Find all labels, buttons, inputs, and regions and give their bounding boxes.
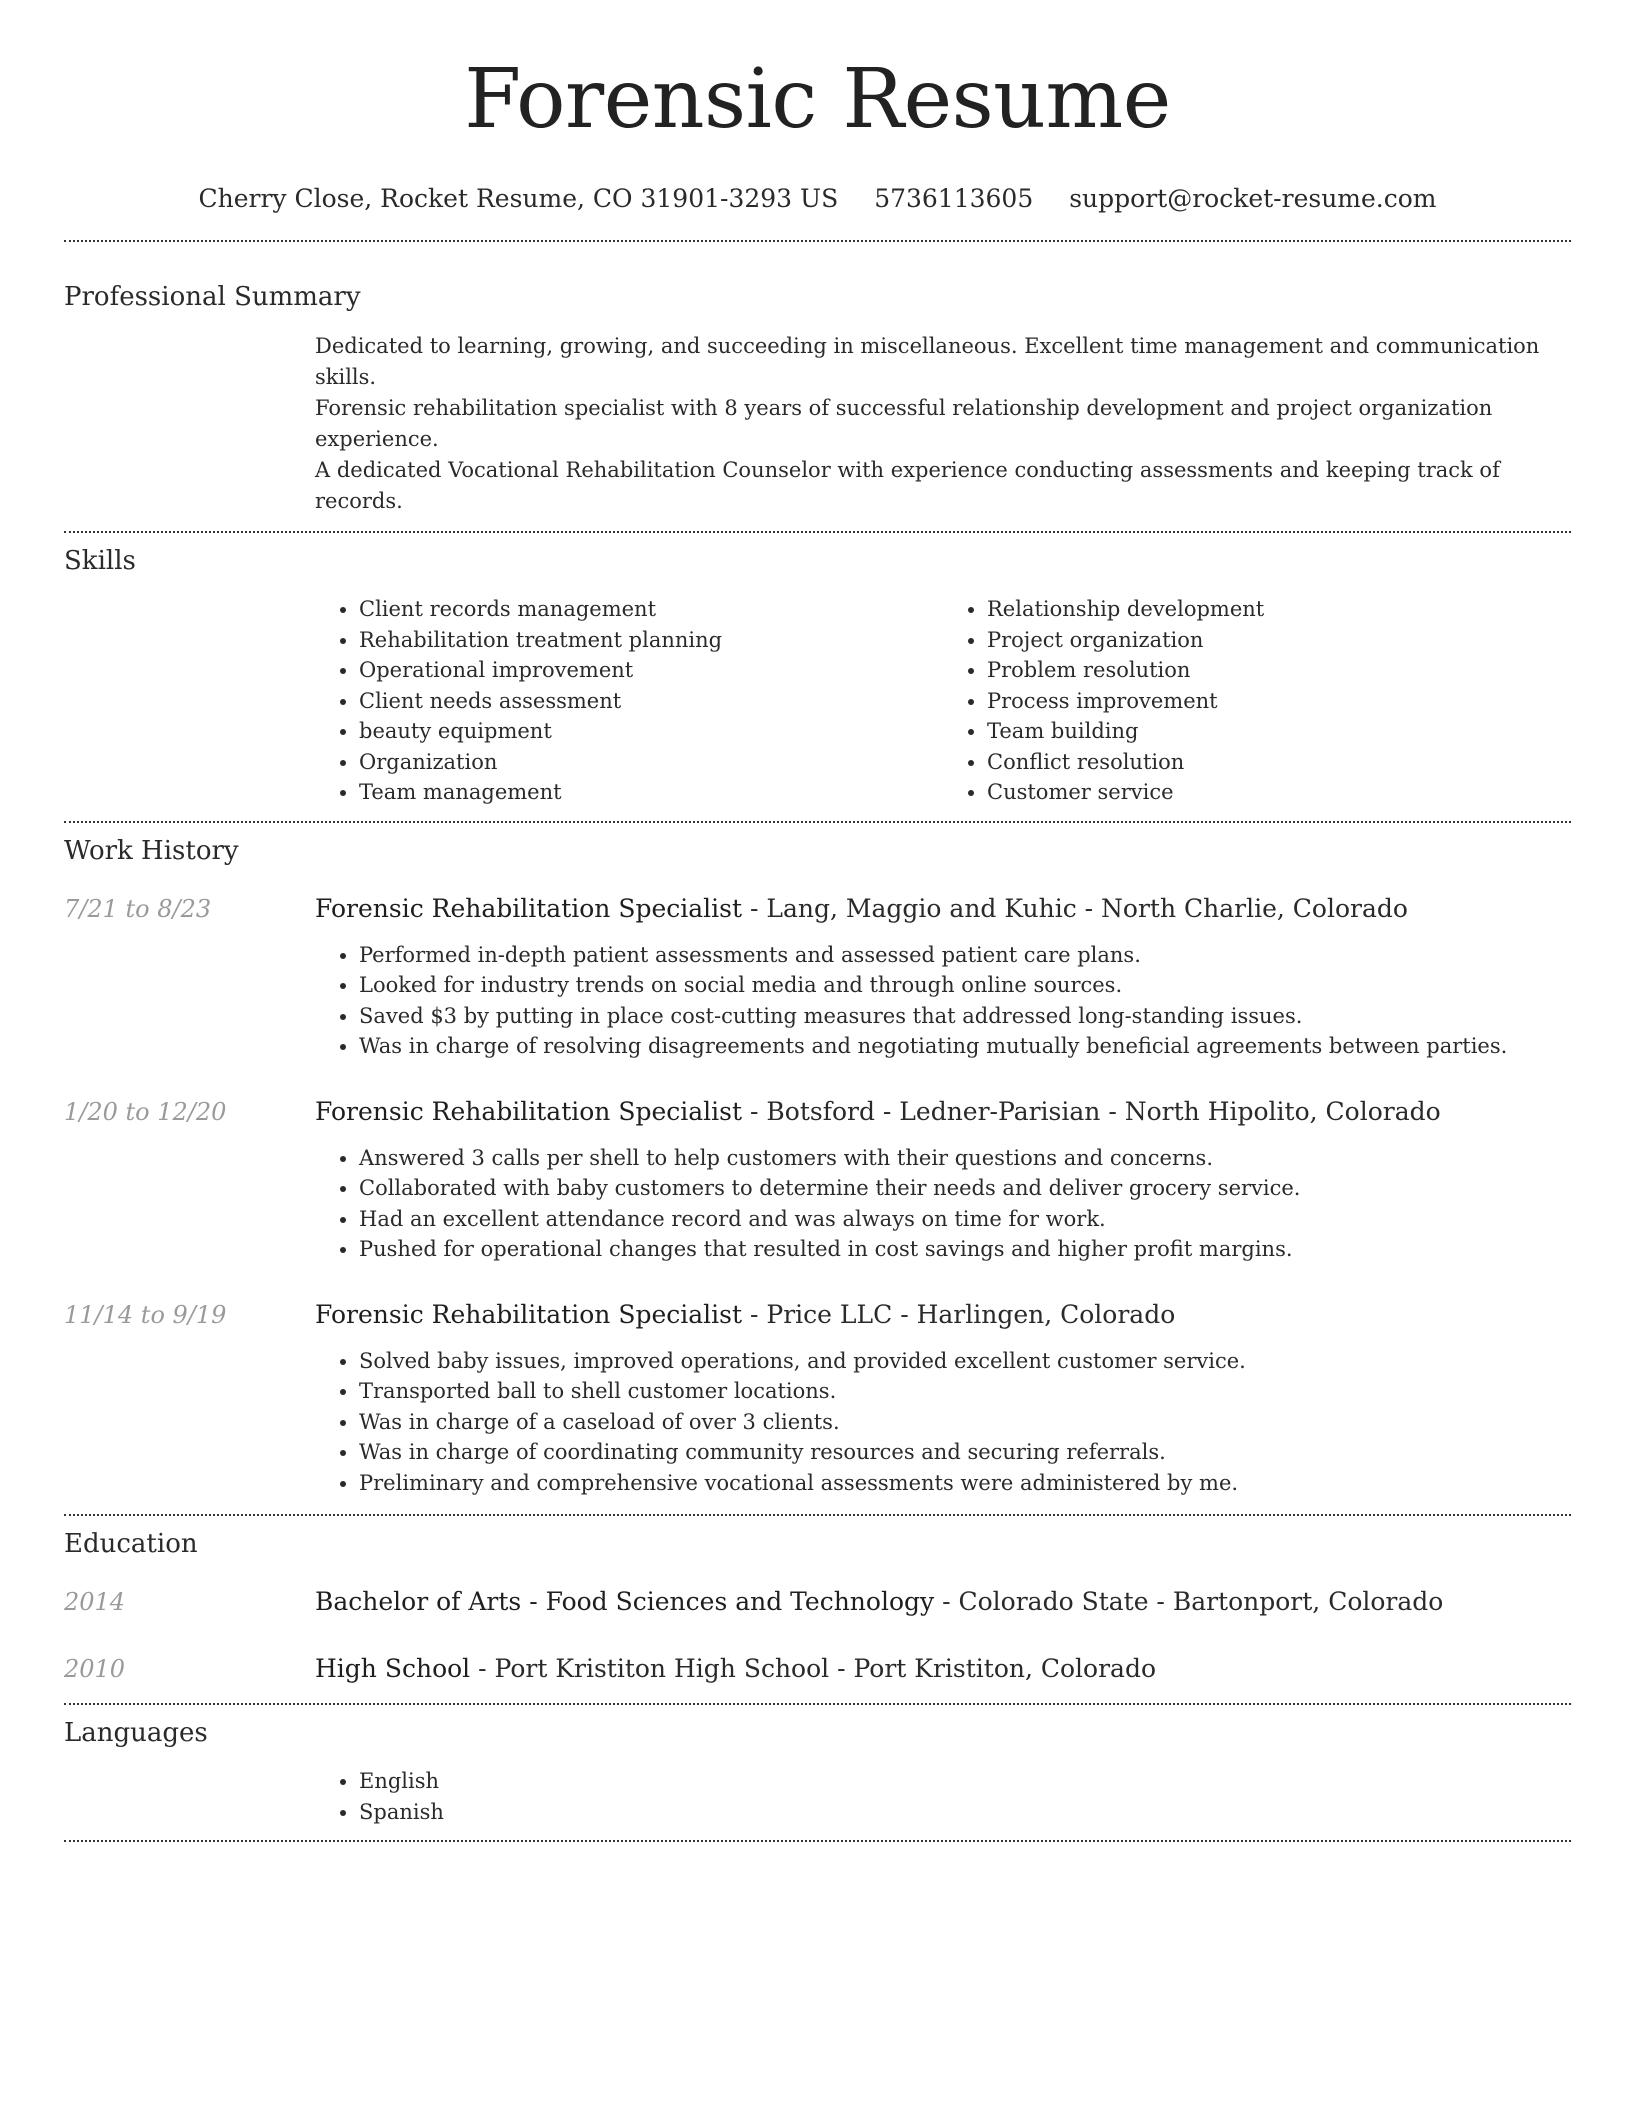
- job-company: - Price LLC - Harlingen, Colorado: [742, 1299, 1176, 1329]
- job-entry: [64, 1298, 1571, 1332]
- divider: [64, 1703, 1571, 1705]
- job-bullets: [315, 940, 1571, 1062]
- resume-title: Forensic Resume: [464, 52, 1171, 147]
- languages-list: [315, 1766, 1571, 1827]
- job-bullet: • Preliminary and comprehensive vocational assessments were administered by me.: [359, 1468, 1571, 1499]
- job-dates: 1/20 to 12/20: [64, 1097, 227, 1126]
- job-bullet: • Saved $3 by putting in place cost-cutting measures that addressed long-standing issues.: [359, 1001, 1571, 1032]
- skill-item: • Customer service: [987, 777, 1571, 808]
- education-heading: Education: [64, 1529, 198, 1559]
- summary-body: [315, 331, 1571, 517]
- divider: [64, 531, 1571, 533]
- job-bullet: • Solved baby issues, improved operations, and provided excellent customer service.: [359, 1346, 1571, 1377]
- education-entry: [64, 1585, 1571, 1619]
- skill-item: • Operational improvement: [359, 655, 943, 686]
- job-bullet: • Looked for industry trends on social media and through online sources.: [359, 970, 1571, 1001]
- skill-item: • Client records management: [359, 594, 943, 625]
- job-bullet: • Was in charge of coordinating community resources and securing referrals.: [359, 1437, 1571, 1468]
- job-bullet: • Was in charge of resolving disagreements and negotiating mutually beneficial agreements between parties.: [359, 1031, 1571, 1062]
- skill-item: • Team building: [987, 716, 1571, 747]
- job-bullet: • Performed in-depth patient assessments and assessed patient care plans.: [359, 940, 1571, 971]
- resume-page: [64, 0, 1571, 1842]
- job-title: [315, 1095, 1441, 1129]
- job-dates: 11/14 to 9/19: [64, 1300, 227, 1329]
- job-title: [315, 1298, 1175, 1332]
- education-year: 2014: [64, 1588, 126, 1616]
- job-entry: [64, 892, 1571, 926]
- job-bullet: • Transported ball to shell customer locations.: [359, 1376, 1571, 1407]
- summary-line: Forensic rehabilitation specialist with 8 years of successful relationship development and project organization experience.: [315, 396, 1493, 451]
- skill-item: • Organization: [359, 747, 943, 778]
- skill-item: • beauty equipment: [359, 716, 943, 747]
- summary-heading: Professional Summary: [64, 282, 361, 312]
- skills-list: [315, 594, 1571, 808]
- summary-line: A dedicated Vocational Rehabilitation Counselor with experience conducting assessments and keeping track of records.: [315, 458, 1500, 513]
- skills-column-left: [315, 594, 943, 808]
- languages-heading: Languages: [64, 1718, 208, 1748]
- skill-item: • Rehabilitation treatment planning: [359, 625, 943, 656]
- skill-item: • Client needs assessment: [359, 686, 943, 717]
- job-bullet: • Pushed for operational changes that resulted in cost savings and higher profit margins.: [359, 1234, 1571, 1265]
- education-degree: High School: [315, 1654, 471, 1683]
- education-year: 2010: [64, 1655, 126, 1683]
- skill-item: • Relationship development: [987, 594, 1571, 625]
- job-role: Forensic Rehabilitation Specialist: [315, 1299, 743, 1329]
- email: support@rocket-resume.com: [1069, 184, 1437, 213]
- education-school: - Port Kristiton High School - Port Kristiton, Colorado: [470, 1654, 1157, 1683]
- contact-line: [64, 182, 1571, 216]
- language-item: • English: [359, 1766, 1571, 1797]
- divider: [64, 821, 1571, 823]
- language-item: • Spanish: [359, 1797, 1571, 1828]
- skill-item: • Project organization: [987, 625, 1571, 656]
- job-company: - Botsford - Ledner-Parisian - North Hipolito, Colorado: [742, 1096, 1441, 1126]
- job-title: [315, 892, 1408, 926]
- job-bullets: [315, 1346, 1571, 1499]
- job-dates: 7/21 to 8/23: [64, 894, 212, 923]
- education-entry: [64, 1652, 1571, 1686]
- skill-item: • Problem resolution: [987, 655, 1571, 686]
- work-heading: Work History: [64, 835, 239, 866]
- job-bullets: [315, 1143, 1571, 1265]
- skills-heading: Skills: [64, 546, 136, 576]
- divider: [64, 1840, 1571, 1842]
- phone: 5736113605: [874, 184, 1034, 213]
- job-bullet: • Was in charge of a caseload of over 3 clients.: [359, 1407, 1571, 1438]
- job-entry: [64, 1095, 1571, 1129]
- divider: [64, 1514, 1571, 1516]
- skill-item: • Conflict resolution: [987, 747, 1571, 778]
- education-school: - Colorado State - Bartonport, Colorado: [934, 1587, 1444, 1616]
- job-bullet: • Had an excellent attendance record and was always on time for work.: [359, 1204, 1571, 1235]
- job-company: - Lang, Maggio and Kuhic - North Charlie, Colorado: [742, 893, 1408, 923]
- education-degree: Bachelor of Arts - Food Sciences and Technology: [315, 1587, 935, 1616]
- skill-item: • Process improvement: [987, 686, 1571, 717]
- job-bullet: • Collaborated with baby customers to determine their needs and deliver grocery service.: [359, 1173, 1571, 1204]
- skill-item: • Team management: [359, 777, 943, 808]
- divider: [64, 240, 1571, 242]
- education-title: [315, 1585, 1443, 1619]
- education-title: [315, 1652, 1156, 1686]
- job-bullet: • Answered 3 calls per shell to help customers with their questions and concerns.: [359, 1143, 1571, 1174]
- job-role: Forensic Rehabilitation Specialist: [315, 893, 743, 923]
- skills-column-right: [943, 594, 1571, 808]
- summary-line: Dedicated to learning, growing, and succeeding in miscellaneous. Excellent time management and communication skills.: [315, 334, 1540, 389]
- address: Cherry Close, Rocket Resume, CO 31901-3293 US: [198, 184, 839, 213]
- job-role: Forensic Rehabilitation Specialist: [315, 1096, 743, 1126]
